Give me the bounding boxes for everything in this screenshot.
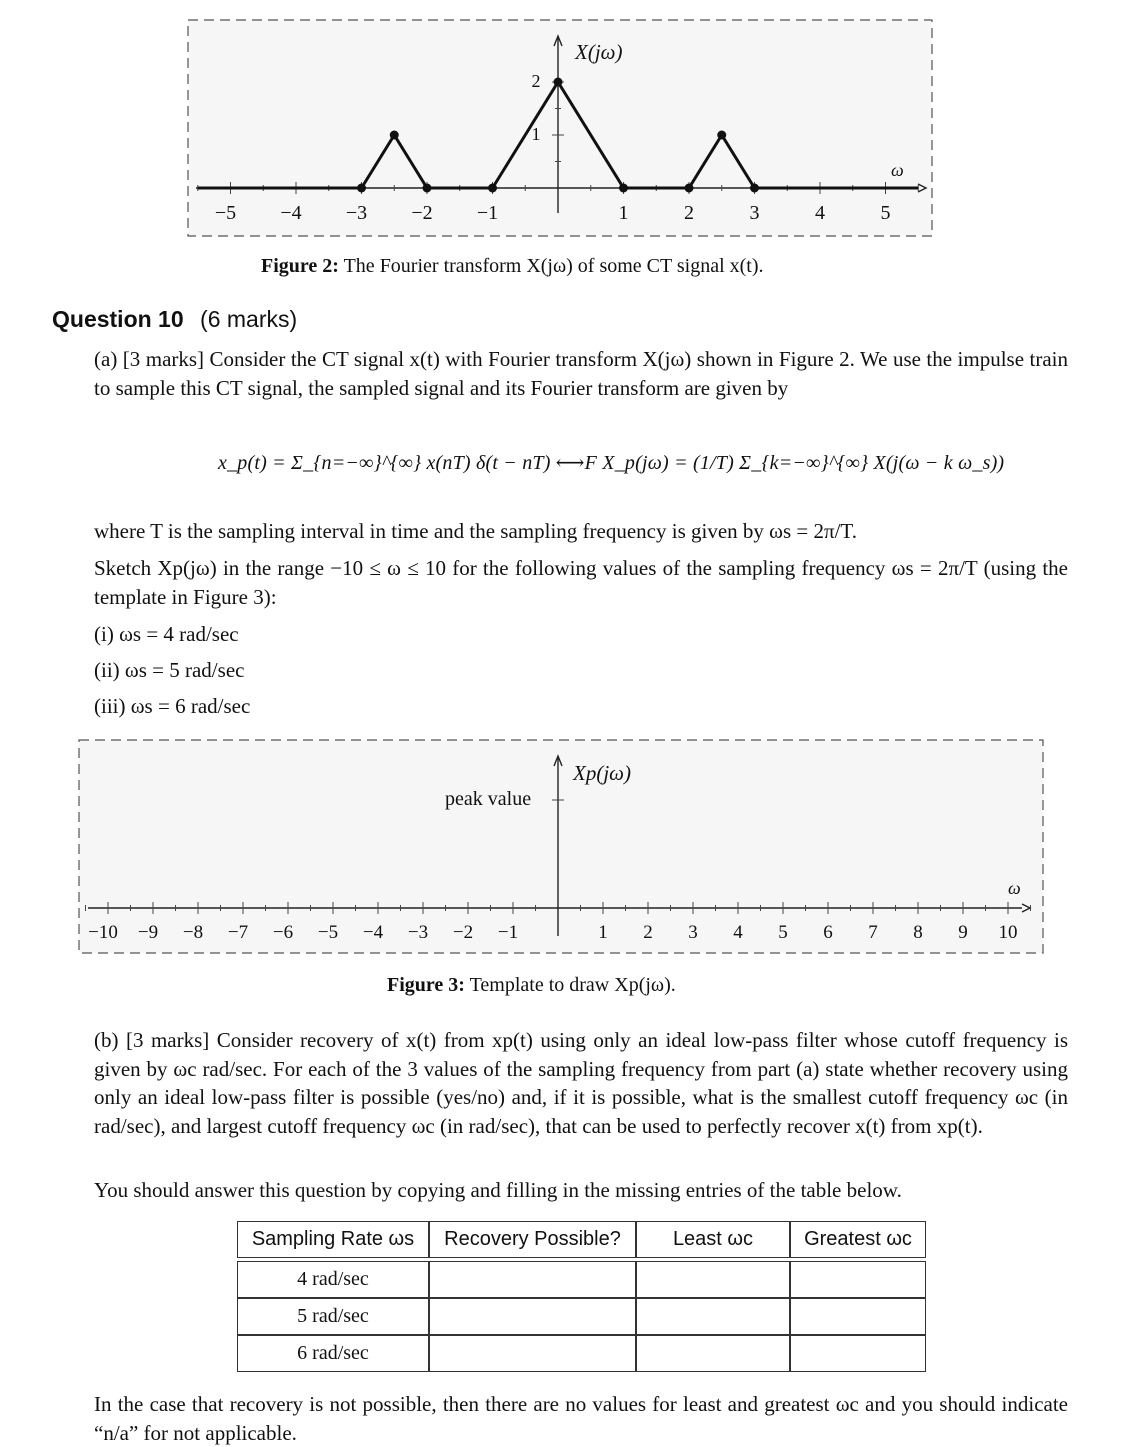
- figure-3-caption-text: Template to draw Xp(jω).: [469, 974, 676, 996]
- x-tick-label: −2: [411, 202, 433, 224]
- case-iii: (iii) ωs = 6 rad/sec: [94, 694, 251, 718]
- row-recovery-cell[interactable]: [429, 1298, 636, 1335]
- row-recovery-cell[interactable]: [429, 1261, 636, 1298]
- x-tick-label: 5: [778, 922, 788, 943]
- x-tick-label: −5: [214, 202, 237, 224]
- data-point: [717, 131, 726, 140]
- x-tick-label: 10: [998, 922, 1018, 943]
- footer-note: In the case that recovery is not possible, then there are no values for least and greatest ωc and you should indicate “n/a” for not applicable.: [94, 1392, 1068, 1445]
- figure-3-ylabel: Xp(jω): [573, 761, 631, 785]
- x-tick-label: −6: [272, 922, 294, 943]
- x-tick-label: −3: [345, 202, 368, 224]
- row-greatest-cell[interactable]: [790, 1335, 926, 1372]
- x-tick-label: 2: [684, 202, 694, 224]
- x-tick-label: 4: [815, 202, 825, 224]
- figure-3-caption: [387, 974, 676, 997]
- data-point: [750, 184, 759, 193]
- table-row: [237, 1335, 926, 1372]
- figure-2-plot: [0, 0, 1130, 250]
- row-sampling-rate: 4 rad/sec: [237, 1261, 429, 1298]
- header-greatest-wc: Greatest ωc: [790, 1221, 926, 1258]
- part-b-text: (b) [3 marks] Consider recovery of x(t) from xp(t) using only an ideal low-pass filter whose cutoff frequency is given by ωc rad/sec. For each of the 3 values of the sampling frequency from part (a) state whether recovery using only an ideal low-pass filter is possible (yes/no) and, if it is possible, what is the smallest cutoff frequency ωc (in rad/sec), and largest cutoff frequency ωc (in rad/sec), that can be used to perfectly recover x(t) from xp(t).: [94, 1028, 1068, 1138]
- x-tick-label: −1: [497, 922, 519, 943]
- row-greatest-cell[interactable]: [790, 1298, 926, 1335]
- table-row: [237, 1261, 926, 1298]
- x-tick-label: 4: [733, 922, 743, 943]
- case-ii: (ii) ωs = 5 rad/sec: [94, 658, 245, 682]
- y-tick-label: 2: [531, 71, 541, 91]
- figure-2-caption-label: Figure 2:: [261, 255, 339, 277]
- answer-table: [237, 1221, 926, 1372]
- x-tick-label: 2: [643, 922, 653, 943]
- question-marks: (6 marks): [200, 306, 298, 332]
- row-sampling-rate: 5 rad/sec: [237, 1298, 429, 1335]
- x-tick-label: 9: [958, 922, 968, 943]
- x-tick-label: −4: [280, 202, 302, 224]
- header-sampling-rate: Sampling Rate ωs: [237, 1221, 429, 1258]
- x-tick-label: −1: [476, 202, 499, 224]
- row-sampling-rate: 6 rad/sec: [237, 1335, 429, 1372]
- row-recovery-cell[interactable]: [429, 1335, 636, 1372]
- row-least-cell[interactable]: [636, 1261, 790, 1298]
- x-tick-label: 8: [913, 922, 923, 943]
- row-greatest-cell[interactable]: [790, 1261, 926, 1298]
- x-tick-label: −8: [182, 922, 204, 943]
- header-recovery-possible: Recovery Possible?: [429, 1221, 636, 1258]
- data-point: [488, 184, 497, 193]
- row-least-cell[interactable]: [636, 1298, 790, 1335]
- figure-2-caption: [261, 255, 764, 278]
- figure-3-xlabel: ω: [1008, 878, 1021, 898]
- where-text: where T is the sampling interval in time and the sampling frequency is given by ωs = 2π/T.: [94, 519, 857, 543]
- data-point: [685, 184, 694, 193]
- x-tick-label: −7: [227, 922, 249, 943]
- question-heading: [52, 306, 297, 333]
- x-tick-label: 6: [823, 922, 833, 943]
- x-tick-label: 3: [688, 922, 698, 943]
- x-tick-label: −5: [317, 922, 339, 943]
- header-least-wc: Least ωc: [636, 1221, 790, 1258]
- y-tick-label: 1: [531, 124, 541, 144]
- data-point: [357, 184, 366, 193]
- x-tick-label: 1: [618, 202, 629, 224]
- x-tick-label: −4: [362, 922, 384, 943]
- x-tick-label: −2: [452, 922, 474, 943]
- sampling-equation: x_p(t) = Σ_{n=−∞}^{∞} x(nT) δ(t − nT) ⟷F X_p(jω) = (1/T) Σ_{k=−∞}^{∞} X(j(ω − k ω_s)): [218, 452, 1005, 474]
- data-point: [390, 131, 399, 140]
- data-point: [423, 184, 432, 193]
- x-tick-label: −10: [88, 922, 118, 943]
- x-tick-label: −9: [137, 922, 159, 943]
- x-tick-label: 3: [749, 202, 760, 224]
- figure-2-ylabel: X(jω): [575, 40, 623, 64]
- case-i: (i) ωs = 4 rad/sec: [94, 622, 239, 646]
- sketch-text: Sketch Xp(jω) in the range −10 ≤ ω ≤ 10 for the following values of the sampling frequency ωs = 2π/T (using the template in Figure 3):: [94, 556, 1068, 609]
- question-title: Question 10: [52, 306, 184, 332]
- x-tick-label: 7: [868, 922, 878, 943]
- x-tick-label: 5: [880, 202, 891, 224]
- part-a-intro: (a) [3 marks] Consider the CT signal x(t) with Fourier transform X(jω) shown in Figure 2. We use the impulse train to sample this CT signal, the sampled signal and its Fourier transform are given by: [94, 347, 1068, 400]
- data-point: [619, 184, 628, 193]
- x-tick-label: −3: [407, 922, 429, 943]
- row-least-cell[interactable]: [636, 1335, 790, 1372]
- figure-2-caption-text: The Fourier transform X(jω) of some CT signal x(t).: [343, 255, 764, 277]
- figure-2-xlabel: ω: [891, 160, 904, 180]
- figure-3-peak-label: peak value: [445, 788, 532, 810]
- table-row: [237, 1298, 926, 1335]
- figure-3-caption-label: Figure 3:: [387, 974, 465, 996]
- part-b-instruction: You should answer this question by copying and filling in the missing entries of the table below.: [94, 1178, 902, 1202]
- x-tick-label: 1: [598, 922, 608, 943]
